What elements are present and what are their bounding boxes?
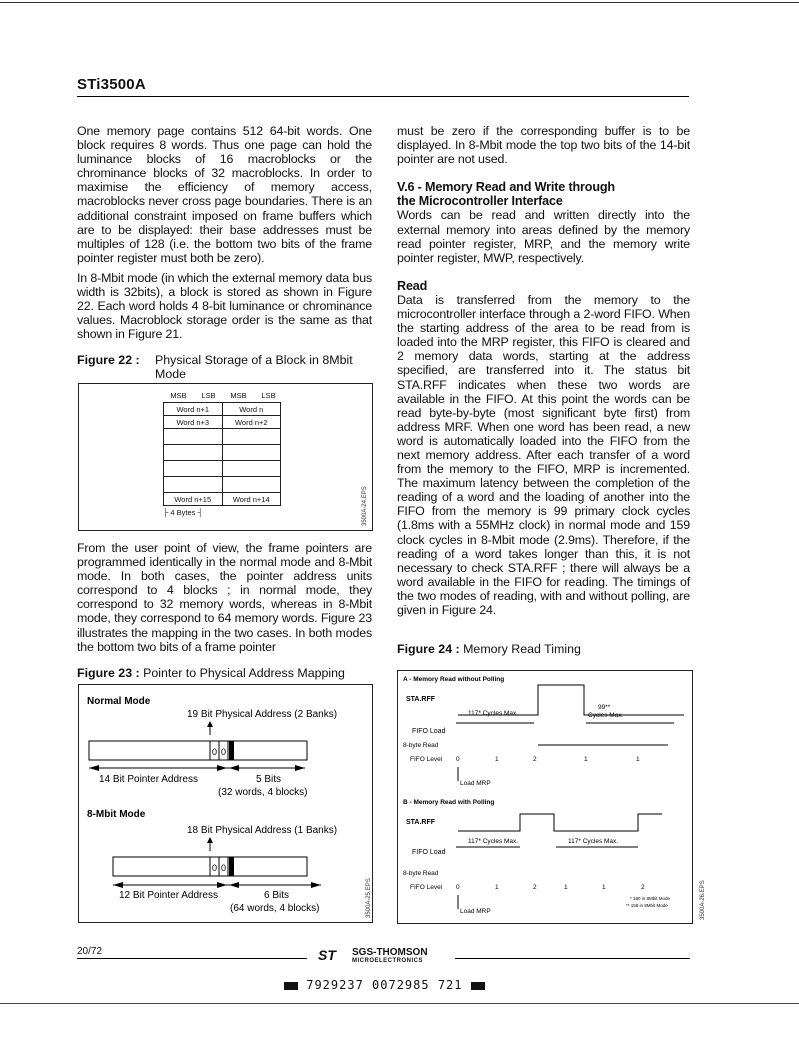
cell xyxy=(164,445,223,461)
cell: Word n+14 xyxy=(222,493,281,506)
barcode-text: 7929237 0072985 721 xyxy=(306,978,463,992)
cell xyxy=(222,429,281,445)
col-header: LSB xyxy=(201,391,216,400)
barcode-block-icon xyxy=(284,982,298,990)
brand-name: SGS-THOMSON xyxy=(352,947,428,958)
paragraph: One memory page contains 512 64-bit words. One block requires 8 words. Thus one page can hold the luminance blocks of 16 macroblocks or the chrominance blocks of 32 macroblocks. In order to maximise the efficiency of memory access, macroblocks never cross page boundaries. There is an additional constraint imposed on frame buffers which are to be displayed: their base addresses must be multiples of 128 (i.e. the bottom two bits of the frame pointer register must both be zero). xyxy=(77,124,372,265)
header-rule xyxy=(77,96,689,97)
cell xyxy=(222,461,281,477)
arrow-head xyxy=(89,765,99,771)
bit-value: 0 xyxy=(212,747,218,757)
level-value: 0 xyxy=(456,756,460,763)
arrow-head xyxy=(217,765,227,771)
figure-title: Physical Storage of a Block in 8Mbit Mode xyxy=(155,353,353,381)
arrow-head xyxy=(207,721,213,727)
bytes-dimension: ├ 4 Bytes ┤ xyxy=(163,508,203,517)
level-value: 1 xyxy=(584,756,588,763)
paragraph: In 8-Mbit mode (in which the external memory data bus width is 32bits), a block is stored as shown in Figure 22. Each word holds 4 8-bit luminance or chrominance values. Macroblock storage order is the same as that shown in Figure 21. xyxy=(77,270,372,342)
bit-value: 0 xyxy=(221,863,227,873)
normal-physical-address-label: 19 Bit Physical Address (2 Banks) xyxy=(187,709,338,720)
arrow-head xyxy=(295,765,305,771)
bit-value: 0 xyxy=(212,863,218,873)
figure-label: Figure 22 : xyxy=(77,353,140,367)
footnote: ** 158 in 8Mbit Mode xyxy=(626,903,668,908)
arrow-head xyxy=(311,882,321,888)
figure-23-code: 3500A-25.EPS xyxy=(366,878,372,918)
paragraph: Data is transferred from the memory to the microcontroller interface through a 2-word FIFO. When the starting address of the area to be read from is loaded into the MRP register, this FIFO is cleared and 2 memory data words, starting at the address specified, are transferred into it. The status bit STA.RFF indicates when these two words are available in the FIFO. At this point the words can be read byte-by-byte (most significant byte first) from address MRF. When one word has been read, a new word is automatically loaded into the FIFO from the next memory address. After each transfer of a word from the memory to the FIFO, MRP is incremented. The maximum latency between the completion of the reading of a word and the loading of another into the FIFO from the memory is 99 primary clock cycles (1.8ms with a 55MHz clock) in normal mode and 159 clock cycles in 8-Mbit mode (2.9ms). Therefore, if the reading of a word takes longer than this, it is not necessary to check STA.RFF ; there will always be a word available in the FIFO for reading. The timings of the two modes of reading, with and without polling, are given in Figure 24. xyxy=(397,292,690,617)
normal-pointer-label: 14 Bit Pointer Address xyxy=(99,774,198,785)
figure-label: Figure 23 : xyxy=(77,666,140,680)
paragraph: Words can be read and written directly into the external memory into areas defined by the memory read pointer register, MRP, and the memory write pointer register, MWP, respectively. xyxy=(397,208,690,265)
cell xyxy=(222,477,281,493)
figure-24-code: 3500A-26.EPS xyxy=(700,880,706,920)
col-header: MSB xyxy=(170,391,187,400)
byte-read-label: 8-byte Read xyxy=(403,870,439,877)
figure-title: Memory Read Timing xyxy=(463,642,581,656)
subsection-heading: Read xyxy=(397,278,428,293)
bit-value: 0 xyxy=(221,747,227,757)
sta-rff-label: STA.RFF xyxy=(406,696,436,703)
cell xyxy=(164,429,223,445)
fifo-level-label: FIFO Level xyxy=(410,884,443,891)
page-number: 20/72 xyxy=(77,946,103,957)
top-rule xyxy=(0,2,799,3)
bank-marker xyxy=(229,741,234,760)
figure-22-code: 3500A-24.EPS xyxy=(362,486,368,526)
footer-rule-right xyxy=(455,958,690,959)
barcode-block-icon xyxy=(471,982,485,990)
level-value: 1 xyxy=(564,884,568,891)
st-logo-icon: ST xyxy=(318,947,336,963)
mbit-bits-label: 6 Bits xyxy=(264,890,290,901)
arrow-head xyxy=(207,837,213,843)
cycles-label: 117* Cycles Max. xyxy=(468,838,519,845)
bottom-rule xyxy=(0,1003,799,1004)
bank-marker xyxy=(229,857,234,876)
normal-address-bar xyxy=(89,741,307,760)
section-heading: V.6 - Memory Read and Write through the Microcontroller Interface xyxy=(397,180,615,209)
sta-rff-waveform xyxy=(458,814,662,831)
figure-24-timing-diagram xyxy=(398,671,692,923)
fifo-load-label: FIFO Load xyxy=(412,728,446,735)
brand-subname: MICROELECTRONICS xyxy=(352,958,423,964)
cell xyxy=(222,445,281,461)
level-value: 2 xyxy=(641,884,645,891)
page-header-title: STi3500A xyxy=(77,76,146,93)
level-value: 2 xyxy=(533,884,537,891)
part-a-title: A - Memory Read without Polling xyxy=(403,676,505,683)
paragraph: From the user point of view, the frame pointers are programmed identically in the normal mode and 8-Mbit mode. In both cases, the pointer address units correspond to 4 blocks ; in normal mode, they correspond to 32 memory words, whereas in 8-Mbit mode, they correspond to 64 memory words. Figure 23 illustrates the mapping in the two cases. In both modes the bottom two bits of a frame pointer xyxy=(77,541,372,654)
cycles-label: Cycles Max. xyxy=(588,712,624,719)
word-grid xyxy=(163,402,281,506)
fifo-load-label: FIFO Load xyxy=(412,849,446,856)
barcode-line xyxy=(284,978,485,992)
figure-22-caption xyxy=(77,353,377,381)
normal-mode-label: Normal Mode xyxy=(87,696,151,707)
left-column-bottom xyxy=(77,541,372,660)
level-value: 1 xyxy=(495,756,499,763)
footer-rule-left xyxy=(77,958,307,959)
figure-22-table xyxy=(163,391,283,517)
mbit-pointer-label: 12 Bit Pointer Address xyxy=(119,890,218,901)
mbit-mode-label: 8-Mbit Mode xyxy=(87,809,146,820)
col-header: LSB xyxy=(261,391,276,400)
fifo-level-label: FIFO Level xyxy=(410,756,443,763)
cell xyxy=(164,477,223,493)
arrow-head xyxy=(217,882,227,888)
arrow-head xyxy=(229,765,239,771)
normal-bits-label: 5 Bits xyxy=(256,774,282,785)
col-header: MSB xyxy=(230,391,247,400)
load-mrp-label: Load MRP xyxy=(460,908,491,915)
normal-words-label: (32 words, 4 blocks) xyxy=(218,787,308,798)
byte-read-label: 8-byte Read xyxy=(403,742,439,749)
footnote: * 180 in 8Mbit Mode xyxy=(630,896,671,901)
cell: Word n+15 xyxy=(164,493,223,506)
mbit-words-label: (64 words, 4 blocks) xyxy=(230,903,320,914)
paragraph: must be zero if the corresponding buffer is to be displayed. In 8-Mbit mode the top two bits of the 14-bit pointer are not used. xyxy=(397,124,690,167)
left-column-top xyxy=(77,124,372,347)
right-column xyxy=(397,124,690,623)
sta-rff-label: STA.RFF xyxy=(406,819,436,826)
level-value: 1 xyxy=(602,884,606,891)
figure-label: Figure 24 : xyxy=(397,642,460,656)
figure-24-box xyxy=(397,670,693,924)
figure-title: Pointer to Physical Address Mapping xyxy=(143,666,345,680)
figure-23-caption xyxy=(77,666,345,680)
figure-23-diagram xyxy=(79,685,372,922)
arrow-head xyxy=(229,882,239,888)
cell: Word n+1 xyxy=(164,403,223,416)
cell: Word n+2 xyxy=(222,416,281,429)
level-value: 1 xyxy=(495,884,499,891)
cycles-label: 117* Cycles Max. xyxy=(568,838,619,845)
arrow-head xyxy=(113,882,123,888)
level-value: 1 xyxy=(636,756,640,763)
level-value: 0 xyxy=(456,884,460,891)
figure-24-caption xyxy=(397,642,581,656)
mbit-physical-address-label: 18 Bit Physical Address (1 Banks) xyxy=(187,825,338,836)
part-b-title: B - Memory Read with Polling xyxy=(403,799,495,806)
figure-23-box xyxy=(78,684,373,923)
load-mrp-label: Load MRP xyxy=(460,780,491,787)
cell: Word n+3 xyxy=(164,416,223,429)
cell: Word n xyxy=(222,403,281,416)
level-value: 2 xyxy=(533,756,537,763)
cycles-label: 117* Cycles Max. xyxy=(468,710,519,717)
cell xyxy=(164,461,223,477)
cycles-label: 99** xyxy=(598,704,611,711)
